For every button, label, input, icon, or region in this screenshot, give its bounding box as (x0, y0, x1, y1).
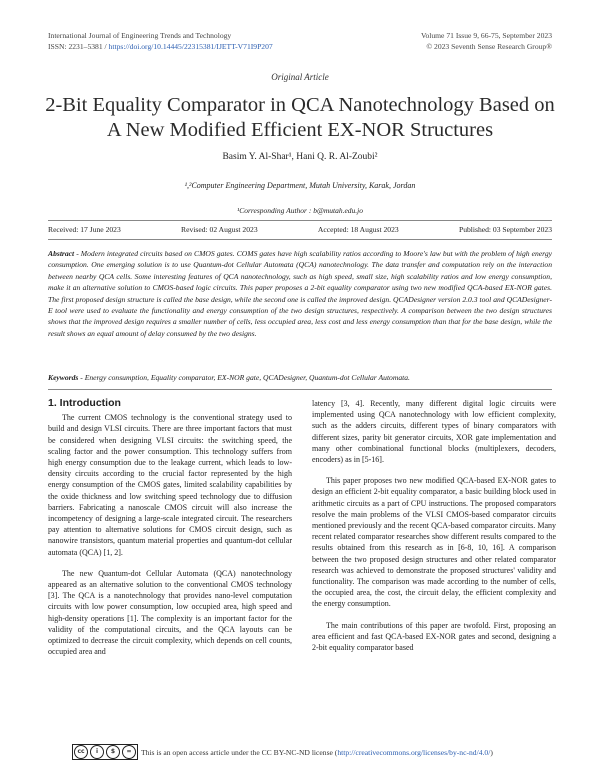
date-published: Published: 03 September 2023 (458, 225, 552, 234)
affiliation: ¹,²Computer Engineering Department, Mutah University, Karak, Jordan (184, 181, 416, 190)
paragraph: The current CMOS technology is the conventional strategy used to build and design VLSI circuits. There are three important factors that must be considered when designing VLSI circuits: the switching speed, the scaling factor and the power consumption. This technology suffers from high energy consumption due to the leakage current, which leads to low-density circuits according to the crucial factor represented by the high energy consumption of the CMOS gates, limited scalability capabilities by the oxide thickness and low switching speed technology due to diffusion barriers. Fabricating a nanoscale CMOS circuit will also increase the incompetency of designing a large-scale integrated circuit. The researchers pay attention to alternative solutions for CMOS circuit design, such as nanowire transistors, quantum material properties and quantum-dot cellular automata (QCA) [1, 2]. (48, 413, 292, 557)
cc-license-badge (72, 744, 138, 760)
date-received: Received: 17 June 2023 (48, 225, 121, 234)
copyright: © 2023 Seventh Sense Research Group® (426, 42, 552, 51)
date-revised: Revised: 02 August 2023 (181, 225, 258, 234)
noncommercial-icon: $ (106, 745, 120, 759)
attribution-icon: i (90, 745, 104, 759)
keywords-label: Keywords (48, 373, 79, 382)
issn-doi-line (48, 41, 273, 52)
license-text: This is an open access article under the CC BY-NC-ND license ( (141, 747, 338, 757)
dates-row (48, 225, 552, 234)
keywords (48, 373, 552, 382)
cc-icon: cc (74, 745, 88, 759)
abstract (48, 248, 552, 339)
doi-link[interactable]: https://doi.org/10.14445/22315381/IJETT-V71I9P207 (108, 42, 273, 51)
journal-name: International Journal of Engineering Trends and Technology (48, 31, 232, 40)
abstract-label: Abstract (48, 249, 75, 258)
volume-header (421, 30, 552, 52)
authors: Basim Y. Al-Shar¹, Hani Q. R. Al-Zoubi² (222, 152, 378, 162)
abstract-text: - Modern integrated circuits based on CMOS gates. COMS gates have high scalability ratios according to Moore's law but with the problem of high energy consumption. One emerging solution is to use Quantum-dot Cellular Automata (QCA) nanotechnology. The data transfer and computation rely on the interaction between nearby QCA cells. Some interesting features of QCA nanotechnology, such as high speed, small size, high scalability ratios and low energy consumption, make it an alternative solution to CMOS-based logic circuits. This paper proposes a 2-bit equality comparator using two new modified QCA-based EX-NOR gates. The first proposed design structure is called the base design, while the second one is called the improved design. QCADesigner version 2.0.3 tool and QCADesigner-E tool were used to evaluate the functionality and energy consumption of the two design structures, respectively. A comparison between the two design structures shows that the improved design requires a smaller number of cells, less occupied area, less cost and less energy consumption than that for the base design, while the result shows an equal amount of delay consumed by the two designs. (48, 249, 552, 338)
right-column (312, 398, 556, 663)
date-accepted: Accepted: 18 August 2023 (317, 225, 399, 234)
article-type: Original Article (271, 72, 329, 82)
paragraph: latency [3, 4]. Recently, many different digital logic circuits were implemented using QCA nanotechnology with low efficient complexity, such as the adders circuits, different types of binary comparators with different sizes, parity bit generator circuits, XOR gate implementation and many other combinational functional blocks (multiplexers, decoders, encoders) as in [5-16]. (312, 399, 556, 465)
divider-top (48, 220, 552, 221)
license-link[interactable]: http://creativecommons.org/licenses/by-nc-nd/4.0/ (337, 747, 491, 757)
paragraph: The main contributions of this paper are twofold. First, proposing an area efficient and fast QCA-based EX-NOR gates and second, designing a 2-bit equality comparator based (312, 620, 556, 653)
license-text-end: ) (490, 747, 493, 757)
divider-dates (48, 239, 552, 240)
section-heading: 1. Introduction (48, 397, 121, 409)
paragraph: This paper proposes two new modified QCA-based EX-NOR gates to design an efficient 2-bit equality comparator, a basic building block used in arithmetic circuits as a part of CPU instructions. The proposed comparators resolve the main problems of the VLSI CMOS-based comparator circuits mentioned previously and the recent QCA-based comparator circuits. Many recent related comparator researches show different results compared to the results obtained from this research as in [6-8, 10, 16]. A comparison between the two proposed design structures and other related comparator research was achieved to demonstrate the proposed structures' validity and functionality. The comparison was made according to the number of cells, the occupied area, the cost, the circuit delay, the efficient complexity and the energy consumption. (312, 476, 556, 609)
left-column (48, 398, 292, 667)
noderivatives-icon: = (122, 745, 136, 759)
volume-info: Volume 71 Issue 9, 66-75, September 2023 (420, 31, 552, 40)
paper-title: 2-Bit Equality Comparator in QCA Nanotechnology Based on A New Modified Efficient EX-NOR Structures (45, 94, 555, 141)
issn: ISSN: 2231–5381 / (48, 42, 107, 51)
paragraph: The new Quantum-dot Cellular Automata (QCA) nanotechnology appeared as an alternative solution to the conventional CMOS technology [3]. The QCA is a nanotechnology that provides nano-level computation circuits with low power consumption, low occupied area, high speed and high-density operations [1]. The complexity is an important factor for the validity of the computational circuits, and the QCA layouts can be optimized to decrease the circuit complexity, which depends on cell counts, occupied area and (48, 568, 292, 657)
journal-header (48, 30, 273, 52)
corresponding-author: ¹Corresponding Author : b@mutah.edu.jo (236, 206, 364, 215)
license-footer (72, 744, 493, 760)
keywords-text: - Energy consumption, Equality comparator, EX-NOR gate, QCADesigner, Quantum-dot Cellular Automata. (78, 373, 410, 382)
divider-keywords (48, 389, 552, 390)
